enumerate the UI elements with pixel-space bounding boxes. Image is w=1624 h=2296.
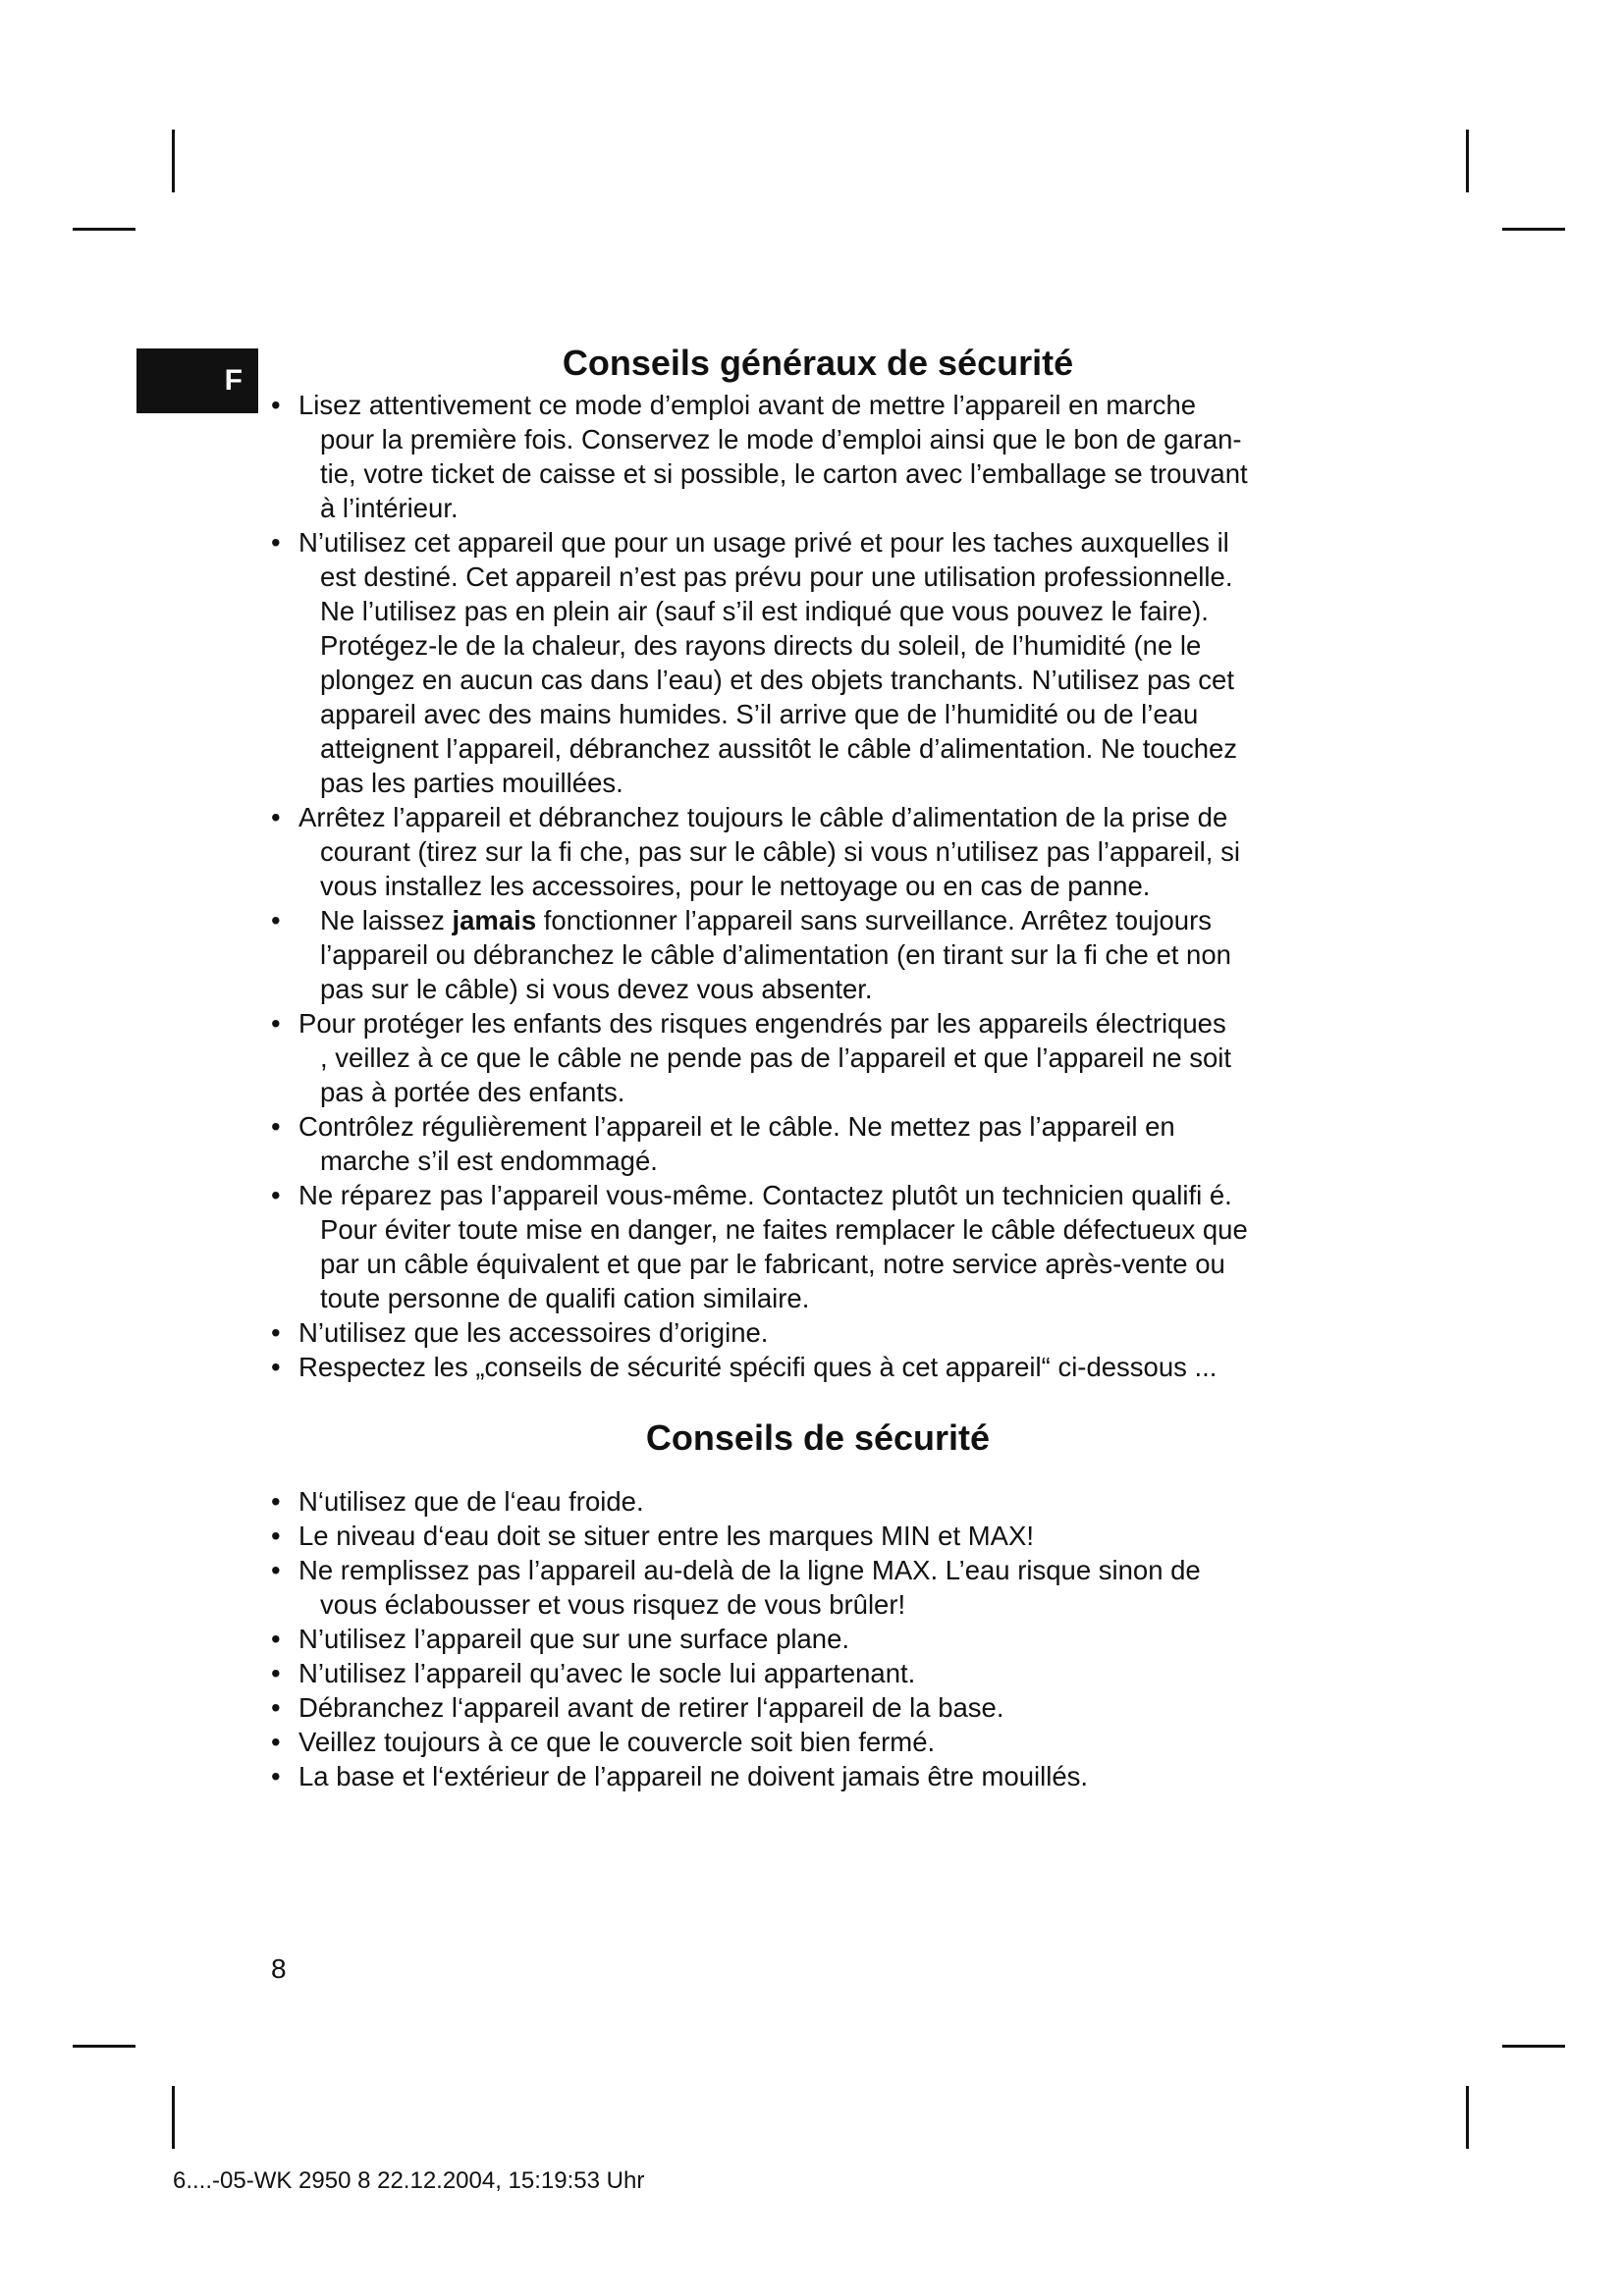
list-item	[263, 1690, 1373, 1725]
item-line: La base et l‘extérieur de l’appareil ne doivent jamais être mouillés.	[298, 1761, 1089, 1791]
item-text: fonctionner l’appareil sans surveillance. Arrêtez toujours	[536, 905, 1212, 935]
bullet-icon: •	[271, 1658, 281, 1688]
item-line: Débranchez l‘appareil avant de retirer l‘appareil de la base.	[298, 1692, 1004, 1723]
list-item	[263, 1484, 1373, 1519]
item-line: marche s’il est endommagé.	[320, 1146, 658, 1176]
bullet-icon: •	[271, 1486, 281, 1517]
item-line: N‘utilisez que de l‘eau froide.	[298, 1486, 644, 1517]
bullet-icon: •	[271, 1692, 281, 1723]
item-line: Contrôlez régulièrement l’appareil et le câble. Ne mettez pas l’appareil en	[298, 1111, 1175, 1142]
item-line: Veillez toujours à ce que le couvercle soit bien fermé.	[298, 1727, 936, 1757]
item-line: tie, votre ticket de caisse et si possible, le carton avec l’emballage se trouvant	[320, 458, 1248, 489]
safety-list	[263, 1484, 1373, 1793]
crop-mark-top-left-horizontal	[73, 228, 135, 231]
item-line: par un câble équivalent et que par le fabricant, notre service après-vente ou	[320, 1249, 1225, 1279]
item-line: Ne l’utilisez pas en plein air (sauf s’il est indiqué que vous pouvez le faire).	[320, 596, 1209, 626]
bullet-icon: •	[271, 1521, 281, 1551]
page-content	[263, 339, 1373, 1793]
crop-mark-top-right-horizontal	[1502, 228, 1565, 231]
item-line: N’utilisez l’appareil que sur une surface plane.	[298, 1624, 850, 1654]
list-item	[263, 1759, 1373, 1793]
item-line: vous installez les accessoires, pour le nettoyage ou en cas de panne.	[320, 871, 1151, 901]
list-item	[263, 1622, 1373, 1656]
item-line: Protégez-le de la chaleur, des rayons directs du soleil, de l’humidité (ne le	[320, 630, 1202, 661]
item-line: , veillez à ce que le câble ne pende pas de l’appareil et que l’appareil ne soit	[320, 1042, 1231, 1073]
bullet-icon: •	[271, 1008, 281, 1039]
list-item	[263, 1350, 1373, 1384]
general-safety-list	[263, 388, 1373, 1384]
list-item	[263, 1725, 1373, 1759]
item-line: à l’intérieur.	[320, 493, 459, 523]
item-line: N’utilisez cet appareil que pour un usage privé et pour les taches auxquelles il	[298, 527, 1229, 558]
item-line: Ne remplissez pas l’appareil au-delà de la ligne MAX. L’eau risque sinon de	[298, 1555, 1201, 1585]
list-item	[263, 1553, 1373, 1622]
bullet-icon: •	[271, 1317, 281, 1348]
list-item	[263, 903, 1373, 1006]
list-item	[263, 1178, 1373, 1315]
list-item	[263, 1006, 1373, 1109]
list-item	[263, 1519, 1373, 1553]
item-line: toute personne de qualifi cation similaire.	[320, 1283, 810, 1313]
bullet-icon: •	[271, 905, 281, 935]
item-line: vous éclabousser et vous risquez de vous brûler!	[320, 1589, 906, 1620]
list-item	[263, 800, 1373, 903]
section-title-general-safety: Conseils généraux de sécurité	[562, 343, 1074, 383]
crop-mark-top-left-vertical	[172, 130, 175, 192]
bullet-icon: •	[271, 1111, 281, 1142]
language-tab	[136, 348, 258, 413]
bullet-icon: •	[271, 1180, 281, 1210]
list-item	[263, 388, 1373, 525]
page-number: 8	[271, 1953, 287, 1984]
bullet-icon: •	[271, 390, 281, 420]
language-tab-label: F	[224, 364, 243, 397]
item-line: N’utilisez que les accessoires d’origine.	[298, 1317, 769, 1348]
bullet-icon: •	[271, 1624, 281, 1654]
item-line: pas à portée des enfants.	[320, 1077, 625, 1107]
item-line: N’utilisez l’appareil qu’avec le socle lui appartenant.	[298, 1658, 916, 1688]
crop-mark-bottom-right-vertical	[1466, 2086, 1469, 2149]
item-text: Ne laissez	[320, 905, 453, 935]
crop-mark-bottom-left-vertical	[172, 2086, 175, 2149]
item-line: pas les parties mouillées.	[320, 768, 623, 798]
item-line: Respectez les „conseils de sécurité spécifi ques à cet appareil“ ci-dessous ...	[298, 1352, 1218, 1382]
item-line: courant (tirez sur la fi che, pas sur le câble) si vous n’utilisez pas l’appareil, si	[320, 836, 1240, 867]
bullet-icon: •	[271, 1352, 281, 1382]
item-line-with-emphasis	[298, 903, 1373, 937]
item-line: pour la première fois. Conservez le mode d’emploi ainsi que le bon de garan-	[320, 424, 1242, 454]
item-line: pas sur le câble) si vous devez vous absenter.	[320, 974, 873, 1004]
crop-mark-top-right-vertical	[1466, 130, 1469, 192]
item-line: plongez en aucun cas dans l’eau) et des objets tranchants. N’utilisez pas cet	[320, 665, 1234, 695]
item-line: l’appareil ou débranchez le câble d’alimentation (en tirant sur la fi che et non	[320, 939, 1231, 970]
bullet-icon: •	[271, 802, 281, 832]
bullet-icon: •	[271, 1761, 281, 1791]
item-line: Pour protéger les enfants des risques engendrés par les appareils électriques	[298, 1008, 1226, 1039]
list-item	[263, 1315, 1373, 1350]
bullet-icon: •	[271, 527, 281, 558]
crop-mark-bottom-right-horizontal	[1502, 2045, 1565, 2048]
bullet-icon: •	[271, 1727, 281, 1757]
emphasis-text: jamais	[452, 905, 537, 935]
bullet-icon: •	[271, 1555, 281, 1585]
item-line: Le niveau d‘eau doit se situer entre les marques MIN et MAX!	[298, 1521, 1034, 1551]
item-line: est destiné. Cet appareil n’est pas prévu pour une utilisation professionnelle.	[320, 561, 1233, 592]
crop-mark-bottom-left-horizontal	[73, 2045, 135, 2048]
list-item	[263, 525, 1373, 800]
print-footer: 6....-05-WK 2950 8 22.12.2004, 15:19:53 Uhr	[173, 2167, 645, 2194]
item-line: Pour éviter toute mise en danger, ne faites remplacer le câble défectueux que	[320, 1214, 1248, 1245]
section-title-safety: Conseils de sécurité	[645, 1417, 991, 1458]
item-line: appareil avec des mains humides. S’il arrive que de l’humidité ou de l’eau	[320, 699, 1199, 729]
list-item	[263, 1656, 1373, 1690]
item-line: atteignent l’appareil, débranchez aussitôt le câble d’alimentation. Ne touchez	[320, 733, 1238, 764]
item-line: Arrêtez l’appareil et débranchez toujours le câble d’alimentation de la prise de	[298, 802, 1228, 832]
item-line: Ne réparez pas l’appareil vous-même. Contactez plutôt un technicien qualifi é.	[298, 1180, 1232, 1210]
item-line: Lisez attentivement ce mode d’emploi avant de mettre l’appareil en marche	[298, 390, 1197, 420]
list-item	[263, 1109, 1373, 1178]
